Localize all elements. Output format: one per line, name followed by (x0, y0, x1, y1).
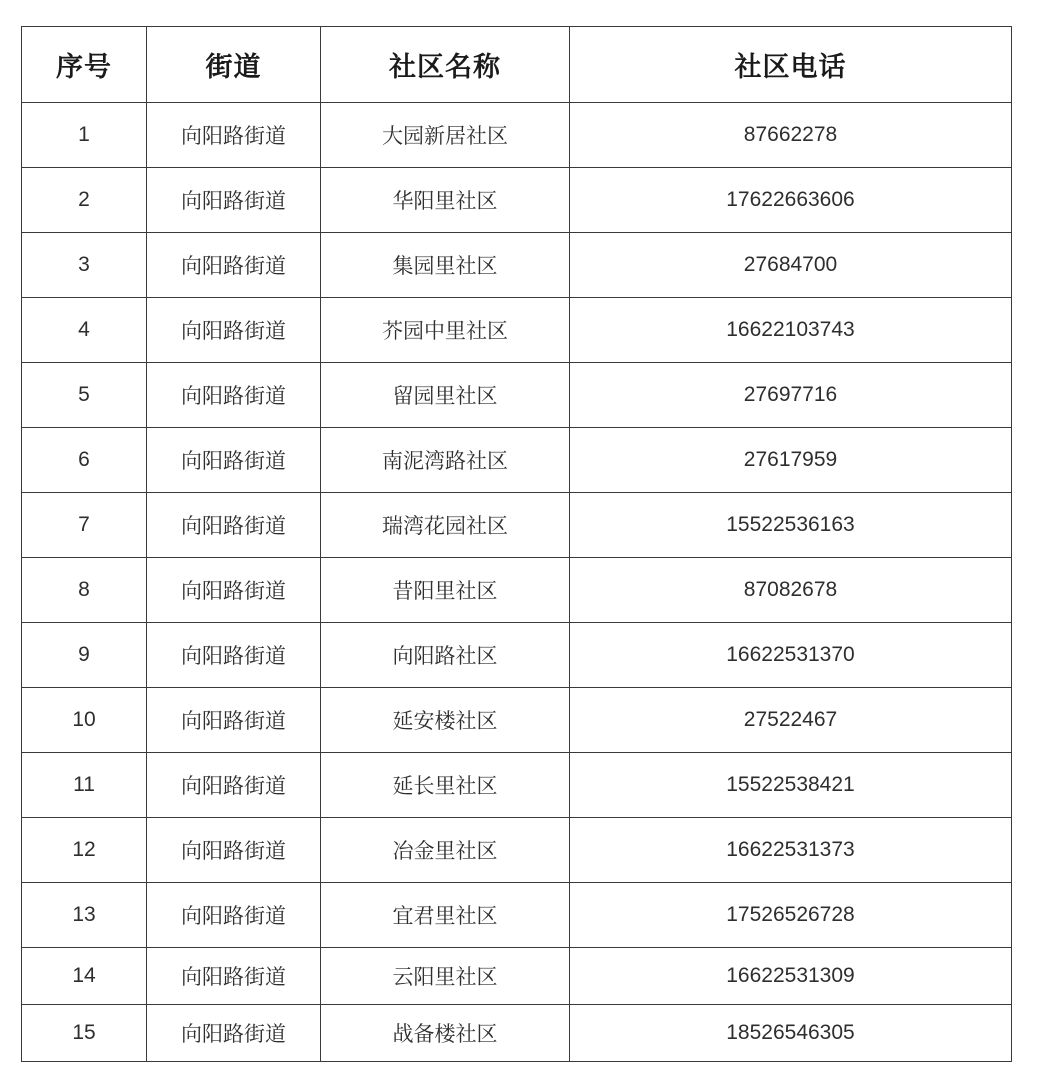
cell-phone: 18526546305 (570, 1005, 1012, 1062)
cell-phone: 17526526728 (570, 883, 1012, 948)
cell-phone: 16622103743 (570, 298, 1012, 363)
cell-phone: 15522536163 (570, 493, 1012, 558)
cell-index: 14 (22, 948, 147, 1005)
cell-street: 向阳路街道 (147, 818, 321, 883)
cell-phone: 27617959 (570, 428, 1012, 493)
cell-index: 9 (22, 623, 147, 688)
table-row (22, 818, 1012, 883)
header-index: 序号 (22, 27, 147, 103)
cell-street: 向阳路街道 (147, 233, 321, 298)
cell-community: 向阳路社区 (321, 623, 570, 688)
cell-street: 向阳路街道 (147, 948, 321, 1005)
table-row (22, 1005, 1012, 1062)
cell-index: 11 (22, 753, 147, 818)
cell-community: 芥园中里社区 (321, 298, 570, 363)
cell-index: 15 (22, 1005, 147, 1062)
cell-street: 向阳路街道 (147, 428, 321, 493)
cell-community: 大园新居社区 (321, 103, 570, 168)
cell-community: 战备楼社区 (321, 1005, 570, 1062)
cell-community: 瑞湾花园社区 (321, 493, 570, 558)
cell-community: 冶金里社区 (321, 818, 570, 883)
cell-phone: 15522538421 (570, 753, 1012, 818)
cell-street: 向阳路街道 (147, 298, 321, 363)
cell-street: 向阳路街道 (147, 623, 321, 688)
cell-index: 8 (22, 558, 147, 623)
table-row (22, 298, 1012, 363)
cell-phone: 87662278 (570, 103, 1012, 168)
cell-phone: 27522467 (570, 688, 1012, 753)
cell-community: 延长里社区 (321, 753, 570, 818)
cell-phone: 16622531309 (570, 948, 1012, 1005)
header-community-phone: 社区电话 (570, 27, 1012, 103)
community-contact-table-container (21, 26, 1011, 1062)
cell-street: 向阳路街道 (147, 168, 321, 233)
table-row (22, 428, 1012, 493)
table-row (22, 168, 1012, 233)
table-row (22, 948, 1012, 1005)
cell-phone: 17622663606 (570, 168, 1012, 233)
cell-index: 7 (22, 493, 147, 558)
cell-phone: 27697716 (570, 363, 1012, 428)
cell-street: 向阳路街道 (147, 1005, 321, 1062)
cell-street: 向阳路街道 (147, 493, 321, 558)
cell-index: 3 (22, 233, 147, 298)
cell-index: 10 (22, 688, 147, 753)
cell-community: 昔阳里社区 (321, 558, 570, 623)
table-row (22, 493, 1012, 558)
table-row (22, 363, 1012, 428)
cell-index: 4 (22, 298, 147, 363)
cell-index: 12 (22, 818, 147, 883)
cell-community: 留园里社区 (321, 363, 570, 428)
cell-index: 2 (22, 168, 147, 233)
header-street: 街道 (147, 27, 321, 103)
table-row (22, 753, 1012, 818)
cell-street: 向阳路街道 (147, 558, 321, 623)
cell-phone: 16622531373 (570, 818, 1012, 883)
community-contact-table (21, 26, 1012, 1062)
cell-community: 华阳里社区 (321, 168, 570, 233)
cell-street: 向阳路街道 (147, 883, 321, 948)
cell-community: 宜君里社区 (321, 883, 570, 948)
cell-index: 1 (22, 103, 147, 168)
cell-street: 向阳路街道 (147, 688, 321, 753)
cell-index: 6 (22, 428, 147, 493)
cell-index: 13 (22, 883, 147, 948)
header-row (22, 27, 1012, 103)
header-community-name: 社区名称 (321, 27, 570, 103)
cell-community: 云阳里社区 (321, 948, 570, 1005)
table-row (22, 103, 1012, 168)
cell-phone: 87082678 (570, 558, 1012, 623)
table-row (22, 623, 1012, 688)
cell-phone: 16622531370 (570, 623, 1012, 688)
cell-index: 5 (22, 363, 147, 428)
cell-phone: 27684700 (570, 233, 1012, 298)
table-row (22, 233, 1012, 298)
cell-street: 向阳路街道 (147, 103, 321, 168)
cell-community: 集园里社区 (321, 233, 570, 298)
table-row (22, 558, 1012, 623)
table-row (22, 883, 1012, 948)
cell-community: 延安楼社区 (321, 688, 570, 753)
cell-street: 向阳路街道 (147, 363, 321, 428)
cell-community: 南泥湾路社区 (321, 428, 570, 493)
cell-street: 向阳路街道 (147, 753, 321, 818)
table-row (22, 688, 1012, 753)
